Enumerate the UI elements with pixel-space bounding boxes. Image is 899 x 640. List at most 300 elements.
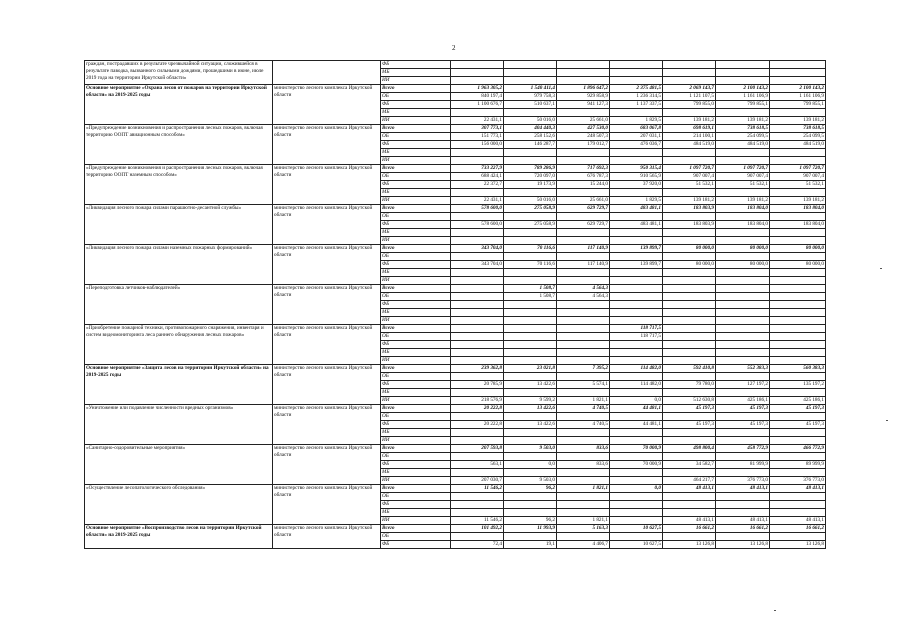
activity-name-cell: «Осуществление лесопатологического обследования»	[85, 485, 273, 525]
amount-cell: 1 508,7	[504, 285, 557, 293]
amount-cell: 907 007,4	[716, 173, 770, 181]
amount-cell	[716, 437, 770, 445]
amount-cell	[557, 477, 610, 485]
responsible-executor-cell: министерство лесного комплекса Иркутской области	[273, 325, 381, 365]
amount-cell: 48 413,1	[716, 485, 770, 493]
amount-cell	[610, 229, 663, 237]
amount-cell: 688 424,1	[451, 173, 504, 181]
amount-cell	[610, 469, 663, 477]
activity-name-cell: «Переподготовка летчиков-наблюдателей»	[85, 285, 273, 325]
amount-cell	[557, 253, 610, 261]
amount-cell	[610, 373, 663, 381]
amount-cell: 51 532,1	[716, 181, 770, 189]
amount-cell: 254 099,5	[770, 133, 826, 141]
amount-cell: 4 406,7	[557, 541, 610, 549]
responsible-executor-cell: министерство лесного комплекса Иркутской области	[273, 445, 381, 485]
amount-cell: 13 126,8	[663, 541, 716, 549]
amount-cell	[451, 349, 504, 357]
amount-cell: 4 740,5	[557, 405, 610, 413]
amount-cell	[557, 493, 610, 501]
amount-cell	[610, 301, 663, 309]
amount-cell: 207 593,8	[451, 445, 504, 453]
amount-cell: 683 067,8	[610, 125, 663, 133]
amount-cell	[716, 157, 770, 165]
funding-source-cell: ФБ	[381, 301, 451, 309]
amount-cell	[451, 373, 504, 381]
amount-cell	[610, 429, 663, 437]
amount-cell	[451, 157, 504, 165]
amount-cell: 307 773,1	[451, 125, 504, 133]
amount-cell	[557, 309, 610, 317]
amount-cell: 1 097 720,7	[770, 165, 826, 173]
funding-source-cell: ИИ	[381, 277, 451, 285]
amount-cell: 11 993,9	[504, 525, 557, 533]
amount-cell	[451, 493, 504, 501]
amount-cell	[716, 389, 770, 397]
amount-cell	[663, 349, 716, 357]
amount-cell	[770, 189, 826, 197]
table-row	[85, 125, 826, 133]
amount-cell	[610, 285, 663, 293]
amount-cell: 629 729,7	[557, 205, 610, 213]
amount-cell: 1 161 106,9	[716, 93, 770, 101]
amount-cell	[716, 61, 770, 69]
amount-cell	[770, 157, 826, 165]
amount-cell	[770, 501, 826, 509]
amount-cell: 118 717,5	[610, 333, 663, 341]
amount-cell: 425 186,1	[716, 397, 770, 405]
amount-cell: 275 058,9	[504, 221, 557, 229]
amount-cell	[451, 413, 504, 421]
amount-cell	[716, 277, 770, 285]
funding-source-cell: ИИ	[381, 517, 451, 525]
amount-cell	[504, 325, 557, 333]
amount-cell: 458 772,9	[716, 445, 770, 453]
table-row	[85, 285, 826, 293]
amount-cell: 0,0	[610, 485, 663, 493]
amount-cell	[716, 269, 770, 277]
amount-cell: 37 920,0	[610, 181, 663, 189]
amount-cell	[663, 437, 716, 445]
amount-cell	[770, 77, 826, 85]
scan-speck	[774, 610, 776, 611]
funding-source-cell: Всего	[381, 325, 451, 333]
table-row	[85, 245, 826, 253]
amount-cell: 9 503,0	[504, 477, 557, 485]
amount-cell	[557, 325, 610, 333]
amount-cell	[504, 213, 557, 221]
amount-cell: 51 532,1	[663, 181, 716, 189]
amount-cell	[557, 189, 610, 197]
amount-cell: 9 599,2	[504, 397, 557, 405]
amount-cell: 139 181,2	[716, 197, 770, 205]
amount-cell: 22 431,1	[451, 117, 504, 125]
funding-source-cell: МБ	[381, 349, 451, 357]
amount-cell: 941 127,3	[557, 101, 610, 109]
amount-cell	[451, 317, 504, 325]
amount-cell: 13 126,8	[716, 541, 770, 549]
amount-cell	[663, 501, 716, 509]
amount-cell	[716, 333, 770, 341]
funding-source-cell: ОБ	[381, 213, 451, 221]
amount-cell: 1 100 676,7	[451, 101, 504, 109]
amount-cell: 2 100 143,2	[770, 85, 826, 93]
amount-cell: 1 821,1	[557, 485, 610, 493]
funding-source-cell: ОБ	[381, 253, 451, 261]
responsible-executor-cell: министерство лесного комплекса Иркутской области	[273, 365, 381, 405]
amount-cell	[451, 77, 504, 85]
amount-cell: 13 422,6	[504, 421, 557, 429]
amount-cell: 738 618,5	[716, 125, 770, 133]
funding-source-cell: МБ	[381, 509, 451, 517]
amount-cell	[663, 109, 716, 117]
amount-cell	[770, 341, 826, 349]
amount-cell: 16 661,2	[716, 525, 770, 533]
amount-cell	[451, 253, 504, 261]
amount-cell: 45 197,3	[716, 405, 770, 413]
funding-source-cell: Всего	[381, 165, 451, 173]
amount-cell	[557, 69, 610, 77]
funding-source-cell: ОБ	[381, 373, 451, 381]
amount-cell	[504, 301, 557, 309]
amount-cell: 254 099,5	[716, 133, 770, 141]
amount-cell: 907 007,4	[663, 173, 716, 181]
amount-cell: 629 729,7	[557, 221, 610, 229]
amount-cell	[557, 237, 610, 245]
amount-cell	[770, 349, 826, 357]
amount-cell: 45 197,3	[663, 405, 716, 413]
amount-cell	[557, 357, 610, 365]
amount-cell: 80 000,0	[770, 245, 826, 253]
funding-source-cell: Всего	[381, 85, 451, 93]
amount-cell	[557, 61, 610, 69]
amount-cell	[504, 229, 557, 237]
amount-cell: 799 855,1	[770, 101, 826, 109]
amount-cell	[770, 277, 826, 285]
funding-source-cell: ФБ	[381, 221, 451, 229]
funding-source-cell: МБ	[381, 149, 451, 157]
amount-cell	[663, 237, 716, 245]
amount-cell: 1 236 314,5	[610, 93, 663, 101]
amount-cell	[504, 493, 557, 501]
funding-source-cell: ФБ	[381, 181, 451, 189]
budget-table-sheet	[84, 60, 825, 549]
amount-cell: 11 546,2	[451, 485, 504, 493]
funding-source-cell: ФБ	[381, 61, 451, 69]
amount-cell: 48 413,1	[770, 485, 826, 493]
amount-cell: 96,2	[504, 517, 557, 525]
table-row	[85, 445, 826, 453]
responsible-executor-cell: министерство лесного комплекса Иркутской области	[273, 205, 381, 245]
funding-source-cell: Всего	[381, 445, 451, 453]
amount-cell	[451, 357, 504, 365]
amount-cell: 13 422,6	[504, 405, 557, 413]
amount-cell: 427 530,0	[557, 125, 610, 133]
amount-cell	[557, 149, 610, 157]
funding-source-cell: ИИ	[381, 237, 451, 245]
activity-name-cell: Основное мероприятие «Защита лесов на территории Иркутской области» на 2019-2025 годы	[85, 365, 273, 405]
amount-cell	[663, 469, 716, 477]
activity-name-cell: Основное мероприятие «Охрана лесов от пожаров на территории Иркутской области» на 2019-2025 годы	[85, 85, 273, 125]
amount-cell	[770, 533, 826, 541]
amount-cell	[610, 533, 663, 541]
activity-name-cell: граждан, пострадавших в результате чрезвычайной ситуации, сложившейся в результате паводка, вызванного сильными дождями, прошедшими в июне, июле 2019 года на территории Иркутской области»	[85, 61, 273, 85]
amount-cell	[504, 333, 557, 341]
amount-cell	[504, 309, 557, 317]
amount-cell	[716, 149, 770, 157]
amount-cell	[557, 157, 610, 165]
amount-cell	[716, 285, 770, 293]
amount-cell: 34 582,7	[663, 461, 716, 469]
amount-cell	[451, 285, 504, 293]
amount-cell: 80 000,0	[716, 261, 770, 269]
amount-cell: 833,6	[557, 461, 610, 469]
amount-cell	[504, 389, 557, 397]
funding-source-cell: ИИ	[381, 157, 451, 165]
amount-cell	[451, 189, 504, 197]
responsible-executor-cell: министерство лесного комплекса Иркутской области	[273, 405, 381, 445]
funding-source-cell: ИИ	[381, 317, 451, 325]
funding-source-cell: ФБ	[381, 101, 451, 109]
amount-cell: 70 000,9	[610, 461, 663, 469]
amount-cell	[663, 357, 716, 365]
table-row	[85, 205, 826, 213]
amount-cell	[716, 253, 770, 261]
amount-cell	[716, 189, 770, 197]
table-row	[85, 365, 826, 373]
funding-source-cell: ОБ	[381, 413, 451, 421]
funding-source-cell: ФБ	[381, 461, 451, 469]
amount-cell: 476 036,7	[610, 141, 663, 149]
amount-cell: 13 422,6	[504, 381, 557, 389]
amount-cell: 50 016,0	[504, 197, 557, 205]
table-row	[85, 85, 826, 93]
amount-cell: 79 780,0	[663, 381, 716, 389]
amount-cell: 70 116,6	[504, 261, 557, 269]
amount-cell: 19 173,9	[504, 181, 557, 189]
amount-cell: 15 244,0	[557, 181, 610, 189]
amount-cell: 22 372,7	[451, 181, 504, 189]
amount-cell	[504, 77, 557, 85]
amount-cell: 1 508,7	[504, 293, 557, 301]
amount-cell	[770, 237, 826, 245]
amount-cell: 0,0	[610, 397, 663, 405]
amount-cell: 907 007,4	[770, 173, 826, 181]
amount-cell	[557, 533, 610, 541]
amount-cell	[663, 389, 716, 397]
amount-cell: 183 803,9	[663, 221, 716, 229]
amount-cell: 51 532,1	[770, 181, 826, 189]
amount-cell	[716, 213, 770, 221]
funding-source-cell: ФБ	[381, 541, 451, 549]
amount-cell	[770, 149, 826, 157]
amount-cell	[770, 333, 826, 341]
table-row	[85, 325, 826, 333]
funding-source-cell: Всего	[381, 485, 451, 493]
amount-cell: 0,0	[504, 461, 557, 469]
amount-cell	[610, 309, 663, 317]
amount-cell	[610, 437, 663, 445]
amount-cell	[504, 341, 557, 349]
amount-cell	[663, 301, 716, 309]
amount-cell	[451, 453, 504, 461]
amount-cell	[716, 317, 770, 325]
amount-cell	[504, 501, 557, 509]
amount-cell: 1 540 411,4	[504, 85, 557, 93]
amount-cell	[716, 229, 770, 237]
table-row	[85, 405, 826, 413]
amount-cell	[716, 309, 770, 317]
amount-cell	[716, 349, 770, 357]
amount-cell: 1 821,1	[557, 397, 610, 405]
amount-cell: 117 140,9	[557, 245, 610, 253]
amount-cell	[451, 213, 504, 221]
responsible-executor-cell: министерство лесного комплекса Иркутской области	[273, 125, 381, 165]
amount-cell	[451, 293, 504, 301]
amount-cell	[770, 293, 826, 301]
amount-cell: 48 413,1	[663, 485, 716, 493]
amount-cell: 563,1	[451, 461, 504, 469]
amount-cell: 183 803,9	[663, 205, 716, 213]
amount-cell: 139 181,2	[663, 117, 716, 125]
funding-source-cell: ОБ	[381, 293, 451, 301]
amount-cell	[451, 149, 504, 157]
amount-cell	[504, 69, 557, 77]
amount-cell	[610, 501, 663, 509]
amount-cell: 80 000,0	[663, 245, 716, 253]
amount-cell	[770, 317, 826, 325]
amount-cell	[610, 61, 663, 69]
amount-cell: 118 717,5	[610, 325, 663, 333]
page-number: 2	[452, 44, 456, 52]
amount-cell	[770, 389, 826, 397]
scan-speck	[880, 268, 882, 269]
amount-cell	[451, 389, 504, 397]
amount-cell	[451, 533, 504, 541]
amount-cell	[770, 309, 826, 317]
funding-source-cell: Всего	[381, 525, 451, 533]
activity-name-cell: «Уничтожение или подавление численности вредных организмов»	[85, 405, 273, 445]
amount-cell	[716, 453, 770, 461]
amount-cell	[663, 509, 716, 517]
amount-cell	[504, 509, 557, 517]
funding-source-cell: Всего	[381, 245, 451, 253]
amount-cell	[770, 285, 826, 293]
amount-cell	[770, 61, 826, 69]
amount-cell	[663, 493, 716, 501]
amount-cell: 376 773,0	[770, 477, 826, 485]
amount-cell: 20 785,9	[451, 381, 504, 389]
amount-cell: 484 519,0	[663, 141, 716, 149]
amount-cell	[557, 317, 610, 325]
amount-cell	[504, 437, 557, 445]
amount-cell: 592 410,8	[663, 365, 716, 373]
amount-cell	[663, 253, 716, 261]
amount-cell: 80 000,0	[663, 261, 716, 269]
amount-cell: 45 197,3	[770, 421, 826, 429]
amount-cell	[451, 437, 504, 445]
amount-cell	[557, 341, 610, 349]
amount-cell: 20 222,8	[451, 421, 504, 429]
amount-cell	[610, 149, 663, 157]
funding-source-cell: ФБ	[381, 501, 451, 509]
amount-cell: 127 197,2	[716, 381, 770, 389]
amount-cell	[504, 157, 557, 165]
amount-cell	[451, 509, 504, 517]
amount-cell: 343 704,0	[451, 245, 504, 253]
amount-cell	[557, 213, 610, 221]
amount-cell	[451, 109, 504, 117]
amount-cell	[716, 109, 770, 117]
amount-cell: 139 899,7	[610, 245, 663, 253]
amount-cell	[770, 453, 826, 461]
amount-cell	[770, 325, 826, 333]
amount-cell	[451, 61, 504, 69]
amount-cell	[504, 109, 557, 117]
activity-name-cell: «Ликвидация лесного пожара силами наземных пожарных формирований»	[85, 245, 273, 285]
amount-cell: 1 097 720,7	[716, 165, 770, 173]
amount-cell	[770, 253, 826, 261]
amount-cell	[716, 413, 770, 421]
amount-cell	[504, 469, 557, 477]
amount-cell	[716, 237, 770, 245]
amount-cell	[504, 277, 557, 285]
amount-cell: 151 773,1	[451, 133, 504, 141]
amount-cell	[770, 429, 826, 437]
responsible-executor-cell: министерство лесного комплекса Иркутской области	[273, 285, 381, 325]
funding-source-cell: Всего	[381, 125, 451, 133]
amount-cell: 2 100 143,2	[716, 85, 770, 93]
amount-cell	[557, 333, 610, 341]
amount-cell: 578 600,0	[451, 205, 504, 213]
funding-source-cell: МБ	[381, 389, 451, 397]
amount-cell	[770, 413, 826, 421]
funding-source-cell: МБ	[381, 109, 451, 117]
amount-cell	[451, 277, 504, 285]
amount-cell	[663, 61, 716, 69]
amount-cell: 483 481,1	[610, 205, 663, 213]
amount-cell	[451, 429, 504, 437]
amount-cell	[663, 213, 716, 221]
amount-cell: 139 181,2	[663, 197, 716, 205]
budget-table	[84, 60, 826, 549]
amount-cell: 578 600,0	[451, 221, 504, 229]
amount-cell	[663, 533, 716, 541]
amount-cell: 70 000,9	[610, 445, 663, 453]
amount-cell	[770, 469, 826, 477]
funding-source-cell: ОБ	[381, 453, 451, 461]
amount-cell: 376 773,0	[716, 477, 770, 485]
amount-cell	[716, 509, 770, 517]
amount-cell	[663, 293, 716, 301]
amount-cell: 1 829,5	[610, 117, 663, 125]
amount-cell	[504, 269, 557, 277]
amount-cell	[610, 109, 663, 117]
funding-source-cell: МБ	[381, 469, 451, 477]
funding-source-cell: МБ	[381, 229, 451, 237]
amount-cell: 910 565,9	[610, 173, 663, 181]
amount-cell: 45 197,3	[716, 421, 770, 429]
amount-cell: 799 855,1	[716, 101, 770, 109]
amount-cell	[770, 437, 826, 445]
amount-cell: 717 692,3	[557, 165, 610, 173]
funding-source-cell: МБ	[381, 429, 451, 437]
amount-cell	[663, 229, 716, 237]
amount-cell	[504, 373, 557, 381]
amount-cell	[451, 341, 504, 349]
amount-cell	[663, 453, 716, 461]
amount-cell: 799 855,0	[663, 101, 716, 109]
